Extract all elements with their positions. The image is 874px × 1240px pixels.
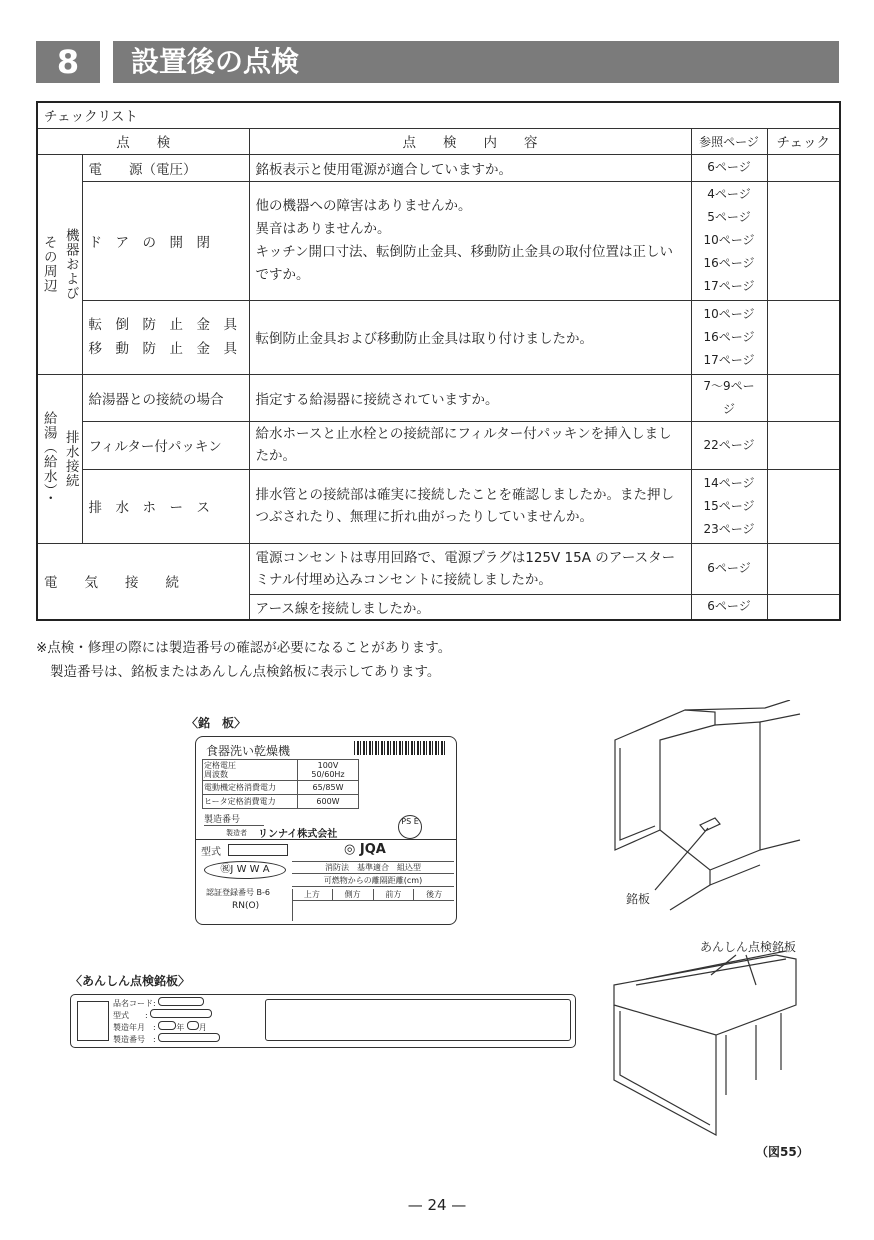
group-label-equipment (37, 154, 82, 374)
field-label: 製造番号 : (113, 1035, 156, 1044)
month-label: 月 (198, 1023, 207, 1032)
page-ref: 14ページ (703, 475, 755, 490)
page-ref: 10ページ (703, 233, 755, 247)
law-text: 消防法 基準適合 組込型 (292, 861, 454, 874)
dishwasher-illustration-bottom (606, 945, 806, 1145)
anshin-field (113, 1021, 220, 1033)
spec-label: 定格電圧 周波数 (203, 760, 298, 781)
row-page: 22ページ (691, 421, 767, 469)
pse-mark: PS E (398, 815, 422, 839)
row-content: 電源コンセントは専用回路で、電源プラグは125V 15A のアースターミナル付埋め込みコンセントに接続しましたか。 (249, 543, 691, 594)
row-pages (691, 181, 767, 300)
nameplate (195, 736, 457, 925)
row-item: 給湯器との接続の場合 (82, 374, 249, 421)
spec-value: 600W (298, 795, 359, 809)
field-box (150, 1009, 212, 1018)
dir-back: 後方 (426, 890, 443, 899)
group1-line-b: その周辺 (40, 235, 57, 293)
dir-front: 前方 (374, 889, 415, 900)
jqa-text: JQA (359, 842, 386, 857)
anshin-field (113, 997, 220, 1009)
rack-lines (636, 951, 786, 985)
row-item: ド ア の 開 閉 (82, 181, 249, 300)
spec-table (202, 759, 359, 809)
field-box (158, 1033, 220, 1042)
page-ref: 15ページ (703, 498, 755, 513)
field-box (158, 997, 204, 1006)
spec-value: 65/85W (298, 781, 359, 795)
row-item: 転 倒 防 止 金 具 移 動 防 止 金 具 (82, 300, 249, 374)
section-number: 8 (36, 41, 100, 83)
row-check[interactable] (767, 543, 840, 594)
group2-line-a: 給湯（給水）・ (40, 411, 57, 506)
anshin-field (113, 1009, 220, 1021)
dishwasher-illustration-top (600, 700, 810, 920)
row-page: 6ページ (691, 154, 767, 181)
spec-label: 電動機定格消費電力 (203, 781, 298, 795)
figure-label-anshin: あんしん点検銘板 (700, 940, 797, 954)
cabinet (660, 700, 790, 870)
nameplate-product: 食器洗い乾燥機 (206, 744, 291, 758)
header-content: 点 検 内 容 (249, 128, 691, 154)
door-inner (620, 748, 655, 840)
year-label: 年 (176, 1023, 185, 1032)
checklist-caption: チェックリスト (37, 102, 840, 128)
field-label: 製造年月 : (113, 1023, 156, 1032)
row-check[interactable] (767, 181, 840, 300)
field-box (158, 1021, 176, 1030)
dir-side: 側方 (333, 889, 374, 900)
anshin-plate (70, 994, 576, 1048)
anshin-label: 〈あんしん点検銘板〉 (70, 974, 191, 988)
row-page: 7～9ページ (691, 374, 767, 421)
jqa-logo (344, 842, 386, 857)
spec-value: 100V 50/60Hz (298, 760, 359, 781)
page-ref: 17ページ (703, 279, 755, 293)
dir-top: 上方 (292, 889, 333, 900)
row-page: 6ページ (691, 594, 767, 620)
jwwa-mark: ㊗J W W A (204, 861, 286, 879)
cert-number: 認証登録番号 B-6 (206, 888, 271, 897)
maker-name: リンナイ株式会社 (258, 829, 338, 840)
group2-line-b: 排水接続 (62, 429, 79, 488)
group-label-plumbing (37, 374, 82, 543)
drawer-front (614, 1005, 716, 1135)
clearance-text: 可燃物からの離隔距離(cm) (292, 875, 454, 887)
row-item-electrical: 電 気 接 続 (37, 543, 249, 620)
row-content: 他の機器への障害はありませんか。 異音はありませんか。 キッチン開口寸法、転倒防止金具、移動防止金具の取付位置は正しいですか。 (249, 181, 691, 300)
field-box (187, 1021, 199, 1030)
row-check[interactable] (767, 421, 840, 469)
page-number: — 24 — (407, 1196, 467, 1214)
counter-lines (670, 714, 800, 910)
divider (196, 839, 456, 840)
clearance-grid (292, 889, 455, 921)
row-pages (691, 300, 767, 374)
row-page: 6ページ (691, 543, 767, 594)
nameplate-mark (700, 818, 720, 831)
row-content: 銘板表示と使用電源が適合していますか。 (249, 154, 691, 181)
leader-line (655, 828, 708, 890)
page-ref: 10ページ (703, 306, 755, 321)
header-page: 参照ページ (691, 128, 767, 154)
page-ref: 4ページ (707, 187, 751, 201)
anshin-blank-box (77, 1001, 109, 1041)
row-check[interactable] (767, 594, 840, 620)
jqa-icon: ◎ (344, 842, 360, 857)
row-check[interactable] (767, 300, 840, 374)
figure-caption: （図55） (756, 1145, 809, 1159)
field-label: 型式 : (113, 1011, 148, 1020)
row-content: アース線を接続しましたか。 (249, 594, 691, 620)
group1-line-a: 機器および (62, 227, 79, 301)
page-ref: 5ページ (707, 210, 751, 224)
model-label: 型式 (201, 847, 221, 858)
note-line-1: ※点検・修理の際には製造番号の確認が必要になることがあります。 (36, 640, 452, 656)
row-content: 給水ホースと止水栓との接続部にフィルター付パッキンを挿入しましたか。 (249, 421, 691, 469)
page-ref: 17ページ (703, 352, 755, 367)
row-content: 指定する給湯器に接続されていますか。 (249, 374, 691, 421)
row-item: 排 水 ホ ー ス (82, 469, 249, 543)
header-item: 点 検 (37, 128, 249, 154)
row-item: フィルター付パッキン (82, 421, 249, 469)
row-check[interactable] (767, 374, 840, 421)
note-line-2: 製造番号は、銘板またはあんしん点検銘板に表示してあります。 (50, 664, 441, 680)
row-check[interactable] (767, 469, 840, 543)
barcode (354, 741, 446, 755)
anshin-field (113, 1033, 220, 1045)
checklist-table (36, 101, 841, 621)
figure-label-meiban: 銘板 (626, 892, 651, 906)
row-check[interactable] (767, 154, 840, 181)
rack-supports (726, 1013, 781, 1095)
maker-small: 製造者 (226, 829, 247, 837)
anshin-display-area (265, 999, 571, 1041)
nameplate-label: 〈銘 板〉 (186, 716, 247, 730)
row-content: 転倒防止金具および移動防止金具は取り付けましたか。 (249, 300, 691, 374)
row-pages (691, 469, 767, 543)
page-ref: 16ページ (703, 256, 755, 270)
header-check: チェック (767, 128, 840, 154)
page-ref: 23ページ (703, 521, 755, 536)
section-title: 設置後の点検 (113, 41, 839, 83)
rn-text: RN(O) (232, 901, 260, 911)
row-item: 電 源（電圧） (82, 154, 249, 181)
serial-label: 製造番号 (204, 812, 264, 826)
anshin-fields (113, 997, 220, 1045)
model-box (228, 844, 288, 856)
row-content: 排水管との接続部は確実に接続したことを確認しましたか。また押しつぶされたり、無理に折れ曲がったりしていませんか。 (249, 469, 691, 543)
spec-label: ヒータ定格消費電力 (203, 795, 298, 809)
door-outline (615, 710, 715, 850)
page-ref: 16ページ (703, 329, 755, 344)
field-label: 品名コード: (113, 999, 156, 1008)
